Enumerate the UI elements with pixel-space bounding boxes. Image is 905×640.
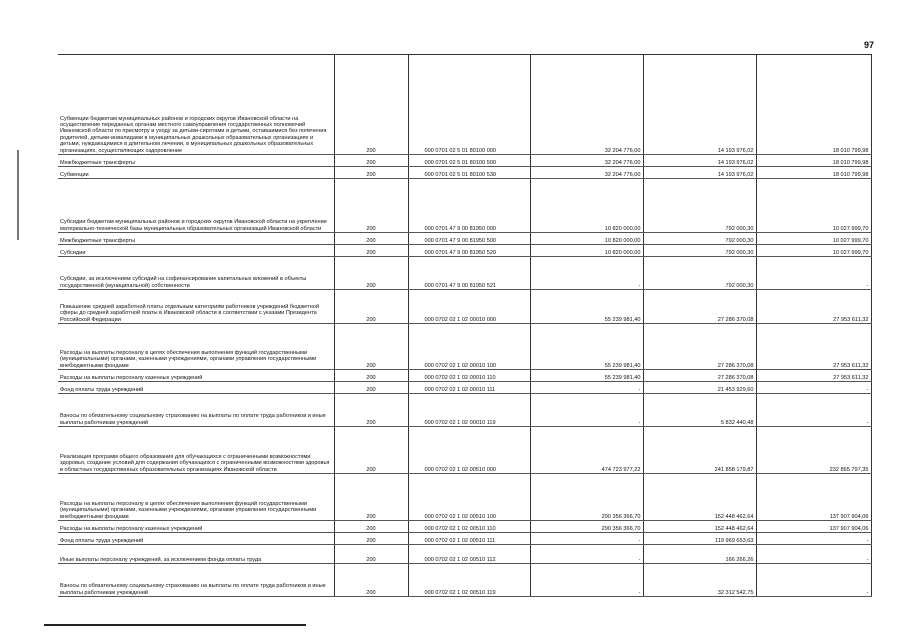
row-kbk: 000 0702 02 1 02 00010 119 — [408, 394, 530, 427]
row-unexecuted: 18 010 799,98 — [756, 155, 871, 167]
row-code: 200 — [334, 521, 408, 533]
table-row — [58, 545, 871, 564]
row-name: Повышение средней заработной платы отдельным категориям работников учреждений бюджетной сферы до средней заработной платы в Ивановской области в соответствии с указами Президента Российской Федерации — [58, 290, 334, 324]
row-name: Субсидии, за исключением субсидий на софинансирование капитальных вложений в объекты государственной (муниципальной) собственности — [58, 257, 334, 290]
row-unexecuted: - — [756, 382, 871, 394]
row-name: Субсидии — [58, 245, 334, 257]
row-executed: 14 193 976,02 — [643, 55, 756, 155]
row-name: Расходы на выплаты персоналу в целях обеспечения выполнения функций государственными (муниципальными) органами, казенными учреждениями, органами управления государственными внебюджетными фондами — [58, 474, 334, 521]
row-unexecuted: 10 027 999,70 — [756, 245, 871, 257]
row-kbk: 000 0701 02 5 01 80100 000 — [408, 55, 530, 155]
table-row — [58, 370, 871, 382]
row-executed: 32 312 542,75 — [643, 564, 756, 597]
row-kbk: 000 0702 02 1 02 00510 119 — [408, 564, 530, 597]
table-row — [58, 179, 871, 233]
row-approved: 55 239 981,40 — [530, 324, 643, 370]
row-name: Межбюджетные трансферты — [58, 233, 334, 245]
row-approved: 55 239 981,40 — [530, 370, 643, 382]
row-approved: - — [530, 545, 643, 564]
row-unexecuted: - — [756, 257, 871, 290]
row-unexecuted: - — [756, 564, 871, 597]
row-kbk: 000 0701 02 5 01 80100 500 — [408, 155, 530, 167]
table-row — [58, 167, 871, 179]
row-code: 200 — [334, 167, 408, 179]
row-unexecuted: - — [756, 533, 871, 545]
row-code: 200 — [334, 394, 408, 427]
row-kbk: 000 0702 02 1 02 00510 111 — [408, 533, 530, 545]
row-executed: 241 858 179,87 — [643, 427, 756, 474]
table-row — [58, 394, 871, 427]
row-code: 200 — [334, 427, 408, 474]
row-unexecuted: - — [756, 545, 871, 564]
table-row — [58, 55, 871, 155]
row-kbk: 000 0701 47 9 00 81950 500 — [408, 233, 530, 245]
row-executed: 792 000,30 — [643, 257, 756, 290]
row-executed: 14 193 976,02 — [643, 167, 756, 179]
row-code: 200 — [334, 55, 408, 155]
row-approved: 10 820 000,00 — [530, 245, 643, 257]
row-code: 200 — [334, 533, 408, 545]
row-name: Субвенции бюджетам муниципальных районов и городских округов Ивановской области на осуществление переданных органам местного самоуправления государственных полномочий Ивановской области по присмотру и уходу за детьми-сиротами и детьми, оставшимися без попечения родителей, детьми-инвалидами в муниципальных дошкольных образовательных организациях и детьми, нуждающимися в длительном лечении, в муниципальных дошкольных образовательных организациях, осуществляющих оздоровление — [58, 55, 334, 155]
row-code: 200 — [334, 233, 408, 245]
row-code: 200 — [334, 545, 408, 564]
row-name: Фонд оплаты труда учреждений — [58, 533, 334, 545]
row-unexecuted: 232 865 797,35 — [756, 427, 871, 474]
row-name: Взносы по обязательному социальному страхованию на выплаты по оплате труда работников и иные выплаты работникам учреждений — [58, 564, 334, 597]
budget-execution-table — [58, 54, 872, 597]
row-code: 200 — [334, 257, 408, 290]
footer-rule — [44, 624, 306, 626]
row-executed: 27 286 370,08 — [643, 290, 756, 324]
row-unexecuted: 27 953 611,32 — [756, 370, 871, 382]
row-kbk: 000 0702 02 1 02 00010 111 — [408, 382, 530, 394]
row-approved: 290 356 366,70 — [530, 521, 643, 533]
row-executed: 792 000,30 — [643, 233, 756, 245]
row-executed: 792 000,30 — [643, 245, 756, 257]
row-kbk: 000 0702 02 1 02 00010 110 — [408, 370, 530, 382]
row-code: 200 — [334, 324, 408, 370]
table-row — [58, 474, 871, 521]
row-unexecuted: 27 953 611,32 — [756, 324, 871, 370]
row-approved: - — [530, 257, 643, 290]
row-kbk: 000 0701 02 5 01 80100 530 — [408, 167, 530, 179]
row-approved: 10 820 000,00 — [530, 179, 643, 233]
row-name: Взносы по обязательному социальному страхованию на выплаты по оплате труда работников и иные выплаты работникам учреждений — [58, 394, 334, 427]
row-code: 200 — [334, 474, 408, 521]
page-number: 97 — [864, 40, 875, 50]
row-kbk: 000 0701 47 9 00 81950 000 — [408, 179, 530, 233]
row-executed: 14 193 976,02 — [643, 155, 756, 167]
row-name: Реализация программ общего образования для обучающихся с ограниченными возможностями здоровья, создание условий для содержания обучающихся с ограниченными возможностями здоровья в областных государственных образовательных организациях Ивановской области — [58, 427, 334, 474]
row-code: 200 — [334, 382, 408, 394]
row-unexecuted: 10 027 999,70 — [756, 233, 871, 245]
row-executed: 27 286 370,08 — [643, 370, 756, 382]
row-kbk: 000 0702 02 1 02 00010 000 — [408, 290, 530, 324]
table-row — [58, 257, 871, 290]
table-row — [58, 564, 871, 597]
row-unexecuted: 18 010 799,98 — [756, 167, 871, 179]
table-row — [58, 233, 871, 245]
table-row — [58, 290, 871, 324]
row-kbk: 000 0702 02 1 02 00510 112 — [408, 545, 530, 564]
table-row — [58, 324, 871, 370]
row-approved: - — [530, 382, 643, 394]
row-name: Субвенции — [58, 167, 334, 179]
row-code: 200 — [334, 370, 408, 382]
row-code: 200 — [334, 564, 408, 597]
row-executed: 119 969 653,63 — [643, 533, 756, 545]
row-code: 200 — [334, 290, 408, 324]
row-approved: 32 204 776,00 — [530, 155, 643, 167]
row-kbk: 000 0702 02 1 02 00510 000 — [408, 427, 530, 474]
table-row — [58, 382, 871, 394]
row-unexecuted: 27 953 611,32 — [756, 290, 871, 324]
row-approved: 290 356 366,70 — [530, 474, 643, 521]
row-approved: 10 820 000,00 — [530, 233, 643, 245]
row-name: Расходы на выплаты персоналу в целях обеспечения выполнения функций государственными (муниципальными) органами, казенными учреждениями, органами управления государственными внебюджетными фондами — [58, 324, 334, 370]
row-code: 200 — [334, 179, 408, 233]
row-executed: 152 448 462,64 — [643, 521, 756, 533]
row-executed: 792 000,30 — [643, 179, 756, 233]
row-executed: 152 448 462,64 — [643, 474, 756, 521]
table-row — [58, 155, 871, 167]
row-approved: - — [530, 564, 643, 597]
row-kbk: 000 0702 02 1 02 00510 100 — [408, 474, 530, 521]
row-executed: 21 453 929,60 — [643, 382, 756, 394]
table-row — [58, 533, 871, 545]
row-approved: 474 723 977,22 — [530, 427, 643, 474]
row-unexecuted: - — [756, 394, 871, 427]
row-unexecuted: 10 027 999,70 — [756, 179, 871, 233]
row-kbk: 000 0702 02 1 02 00510 110 — [408, 521, 530, 533]
row-name: Субсидии бюджетам муниципальных районов и городских округов Ивановской области на укрепление материально-технической базы муниципальных образовательных организаций Ивановской области — [58, 179, 334, 233]
scan-margin-mark — [17, 150, 19, 240]
row-code: 200 — [334, 245, 408, 257]
table-row — [58, 245, 871, 257]
row-name: Расходы на выплаты персоналу казенных учреждений — [58, 521, 334, 533]
row-kbk: 000 0702 02 1 02 00010 100 — [408, 324, 530, 370]
row-executed: 5 832 440,48 — [643, 394, 756, 427]
row-executed: 166 266,26 — [643, 545, 756, 564]
row-name: Иные выплаты персоналу учреждений, за исключением фонда оплаты труда — [58, 545, 334, 564]
table-row — [58, 521, 871, 533]
row-name: Фонд оплаты труда учреждений — [58, 382, 334, 394]
row-approved: - — [530, 394, 643, 427]
row-unexecuted: 18 010 799,98 — [756, 55, 871, 155]
row-unexecuted: 137 907 904,06 — [756, 521, 871, 533]
row-approved: 55 239 981,40 — [530, 290, 643, 324]
row-approved: 32 204 776,00 — [530, 55, 643, 155]
row-kbk: 000 0701 47 9 00 81950 520 — [408, 245, 530, 257]
row-name: Расходы на выплаты персоналу казенных учреждений — [58, 370, 334, 382]
row-kbk: 000 0701 47 9 00 81950 521 — [408, 257, 530, 290]
row-code: 200 — [334, 155, 408, 167]
row-approved: - — [530, 533, 643, 545]
row-executed: 27 286 370,08 — [643, 324, 756, 370]
row-name: Межбюджетные трансферты — [58, 155, 334, 167]
row-unexecuted: 137 907 904,06 — [756, 474, 871, 521]
table-row — [58, 427, 871, 474]
row-approved: 32 204 776,00 — [530, 167, 643, 179]
